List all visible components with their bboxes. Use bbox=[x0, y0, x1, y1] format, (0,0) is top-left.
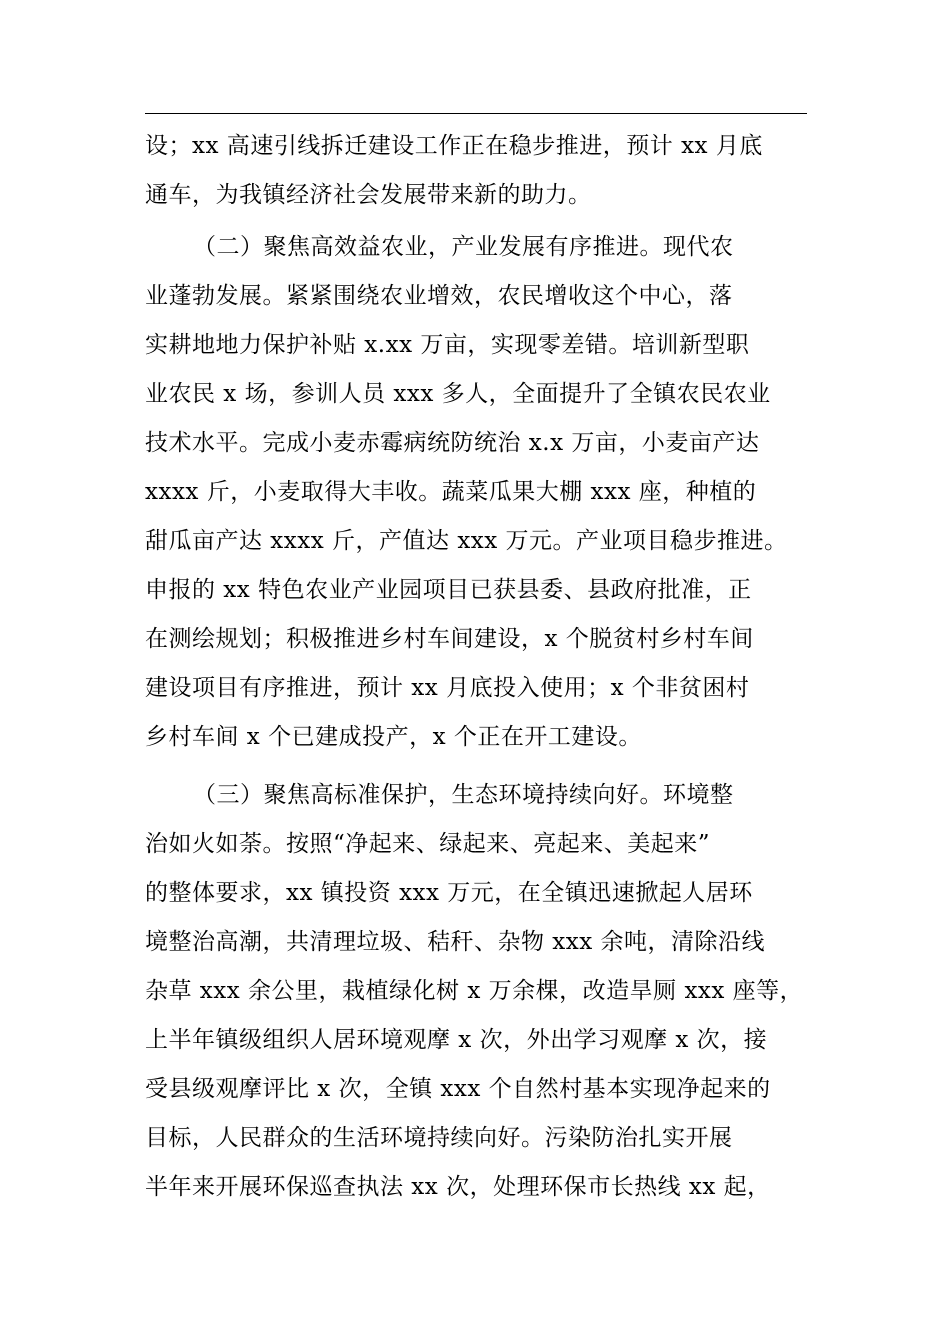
header-rule bbox=[145, 113, 807, 114]
paragraph-3-heading-line: （三）聚焦高标准保护，生态环境持续向好。环境整 bbox=[193, 782, 734, 808]
text-line: 业农民 x 场，参训人员 xxx 多人，全面提升了全镇农民农业 bbox=[145, 381, 771, 407]
text-line: 乡村车间 x 个已建成投产，x 个正在开工建设。 bbox=[145, 724, 642, 750]
text-line: 治如火如荼。按照“净起来、绿起来、亮起来、美起来” bbox=[145, 831, 711, 857]
text-line: 的整体要求，xx 镇投资 xxx 万元，在全镇迅速掀起人居环 bbox=[145, 880, 753, 906]
text-line: 受县级观摩评比 x 次，全镇 xxx 个自然村基本实现净起来的 bbox=[145, 1076, 771, 1102]
text-line: 实耕地地力保护补贴 x.xx 万亩，实现零差错。培训新型职 bbox=[145, 332, 750, 358]
text-line: 杂草 xxx 余公里，栽植绿化树 x 万余棵，改造旱厕 xxx 座等， bbox=[145, 978, 804, 1004]
text-line: 通车，为我镇经济社会发展带来新的助力。 bbox=[145, 182, 592, 208]
paragraph-2-heading-line: （二）聚焦高效益农业，产业发展有序推进。现代农 bbox=[193, 234, 734, 260]
text-line: 甜瓜亩产达 xxxx 斤，产值达 xxx 万元。产业项目稳步推进。 bbox=[145, 528, 788, 554]
text-line: 技术水平。完成小麦赤霉病统防统治 x.x 万亩，小麦亩产达 bbox=[145, 430, 760, 456]
text-line: 半年来开展环保巡查执法 xx 次，处理环保市长热线 xx 起， bbox=[145, 1174, 771, 1200]
text-line: 上半年镇级组织人居环境观摩 x 次，外出学习观摩 x 次，接 bbox=[145, 1027, 768, 1053]
text-line: 业蓬勃发展。紧紧围绕农业增效，农民增收这个中心，落 bbox=[145, 283, 733, 309]
text-line: 申报的 xx 特色农业产业园项目已获县委、县政府批准，正 bbox=[145, 577, 752, 603]
text-line: 设；xx 高速引线拆迁建设工作正在稳步推进，预计 xx 月底 bbox=[145, 133, 763, 159]
text-line: 建设项目有序推进，预计 xx 月底投入使用；x 个非贫困村 bbox=[145, 675, 750, 701]
text-line: xxxx 斤，小麦取得大丰收。蔬菜瓜果大棚 xxx 座，种植的 bbox=[145, 479, 757, 505]
text-line: 境整治高潮，共清理垃圾、秸秆、杂物 xxx 余吨，清除沿线 bbox=[145, 929, 766, 955]
text-line: 目标，人民群众的生活环境持续向好。污染防治扎实开展 bbox=[145, 1125, 733, 1151]
text-line: 在测绘规划；积极推进乡村车间建设，x 个脱贫村乡村车间 bbox=[145, 626, 754, 652]
